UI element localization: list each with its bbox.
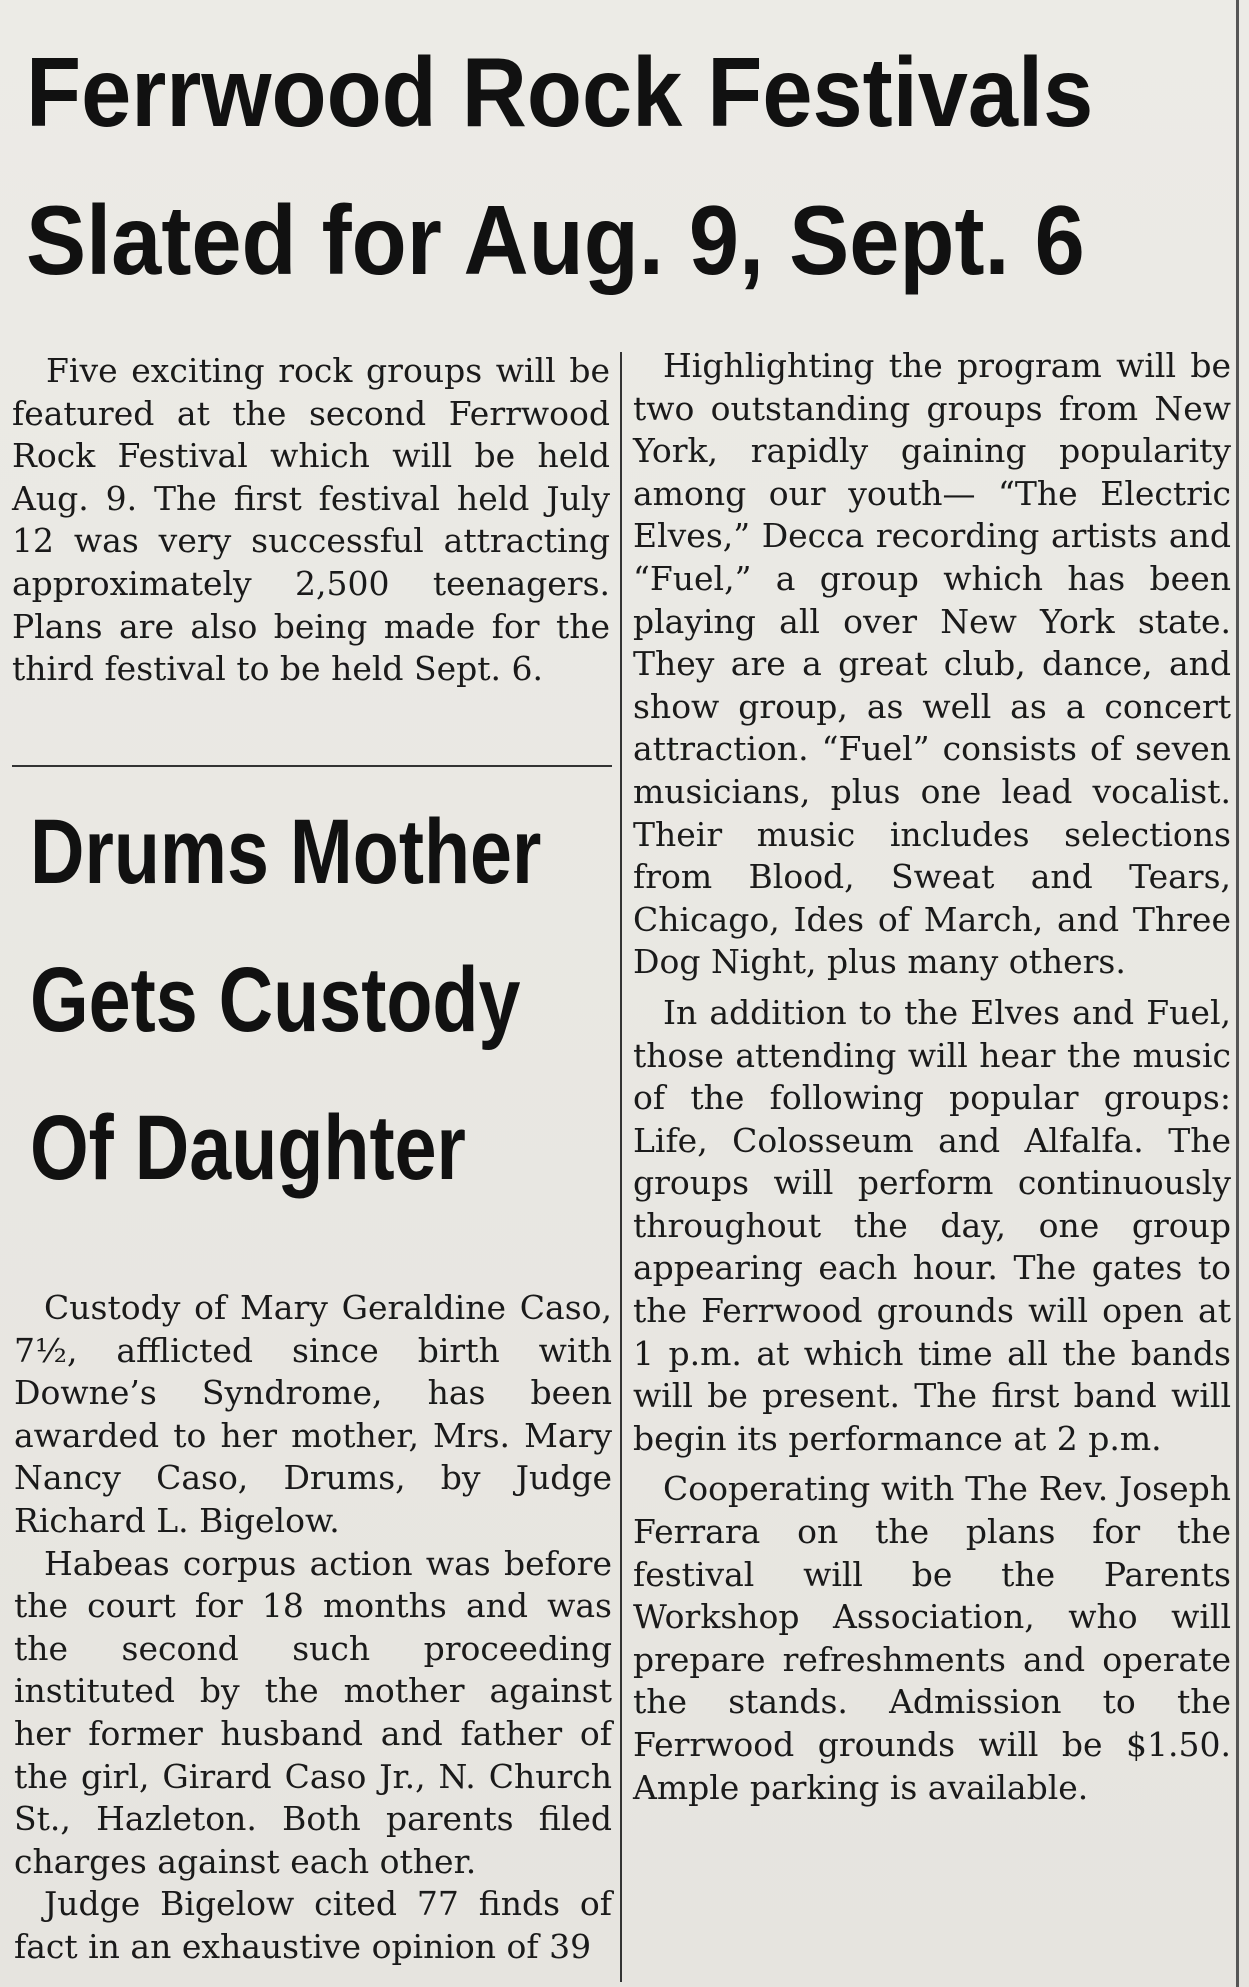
drums-headline-line-1: Drums Mother	[30, 801, 542, 903]
drums-headline-line-3: Of Daughter	[30, 1097, 466, 1199]
festival-intro-article	[12, 350, 610, 691]
column-rule	[620, 352, 622, 1982]
festival-paragraph-2: In addition to the Elves and Fuel, those attending will hear the music of the following popular groups: Life, Colosseum and Alfalfa. The groups will perform continuously throughout the day, one group appearing each hour. The gates to the Ferrwood grounds will open at 1 p.m. at which time all the bands will be present. The first band will begin its performance at 2 p.m.	[633, 992, 1231, 1458]
festival-paragraph-3: Cooperating with The Rev. Joseph Ferrara on the plans for the festival will be the Parents Workshop Association, who will prepare refreshments and operate the stands. Admission to the Ferrwood grounds will be $1.50. Ample parking is available.	[633, 1469, 1231, 1807]
festival-continued-article	[633, 345, 1231, 1817]
drums-article	[14, 1287, 612, 1969]
main-headline-line-1: Ferrwood Rock Festivals	[26, 37, 1094, 147]
drums-paragraph-2: Habeas corpus action was before the court for 18 months and was the second such proceeding instituted by the mother against her former husband and father of the girl, Girard Caso Jr., N. Church St., Hazleton. Both parents filed charges against each other.	[14, 1543, 612, 1881]
drums-paragraph-1: Custody of Mary Geraldine Caso, 7½, afflicted since birth with Downe’s Syndrome, has been awarded to her mother, Mrs. Mary Nancy Caso, Drums, by Judge Richard L. Bigelow.	[14, 1288, 612, 1540]
drums-headline-line-2: Gets Custody	[30, 949, 521, 1051]
festival-paragraph-1: Highlighting the program will be two outstanding groups from New York, rapidly gaining popularity among our youth— “The Electric Elves,” Decca recording artists and “Fuel,” a group which has been playing all over New York state. They are a great club, dance, and show group, as well as a concert attraction. “Fuel” consists of seven musicians, plus one lead vocalist. Their music includes selections from Blood, Sweat and Tears, Chicago, Ides of March, and Three Dog Night, plus many others.	[633, 346, 1231, 982]
main-headline	[26, 18, 1121, 314]
main-headline-line-2: Slated for Aug. 9, Sept. 6	[26, 185, 1085, 295]
article-divider	[12, 765, 612, 767]
drums-paragraph-3: Judge Bigelow cited 77 finds of fact in an exhaustive opinion of 39	[14, 1884, 612, 1966]
drums-headline	[30, 778, 542, 1222]
page-edge-rule	[1236, 0, 1239, 1987]
festival-intro-paragraph: Five exciting rock groups will be featured at the second Ferrwood Rock Festival which will be held Aug. 9. The first festival held July 12 was very successful attracting approximately 2,500 teenagers. Plans are also being made for the third festival to be held Sept. 6.	[12, 351, 610, 689]
